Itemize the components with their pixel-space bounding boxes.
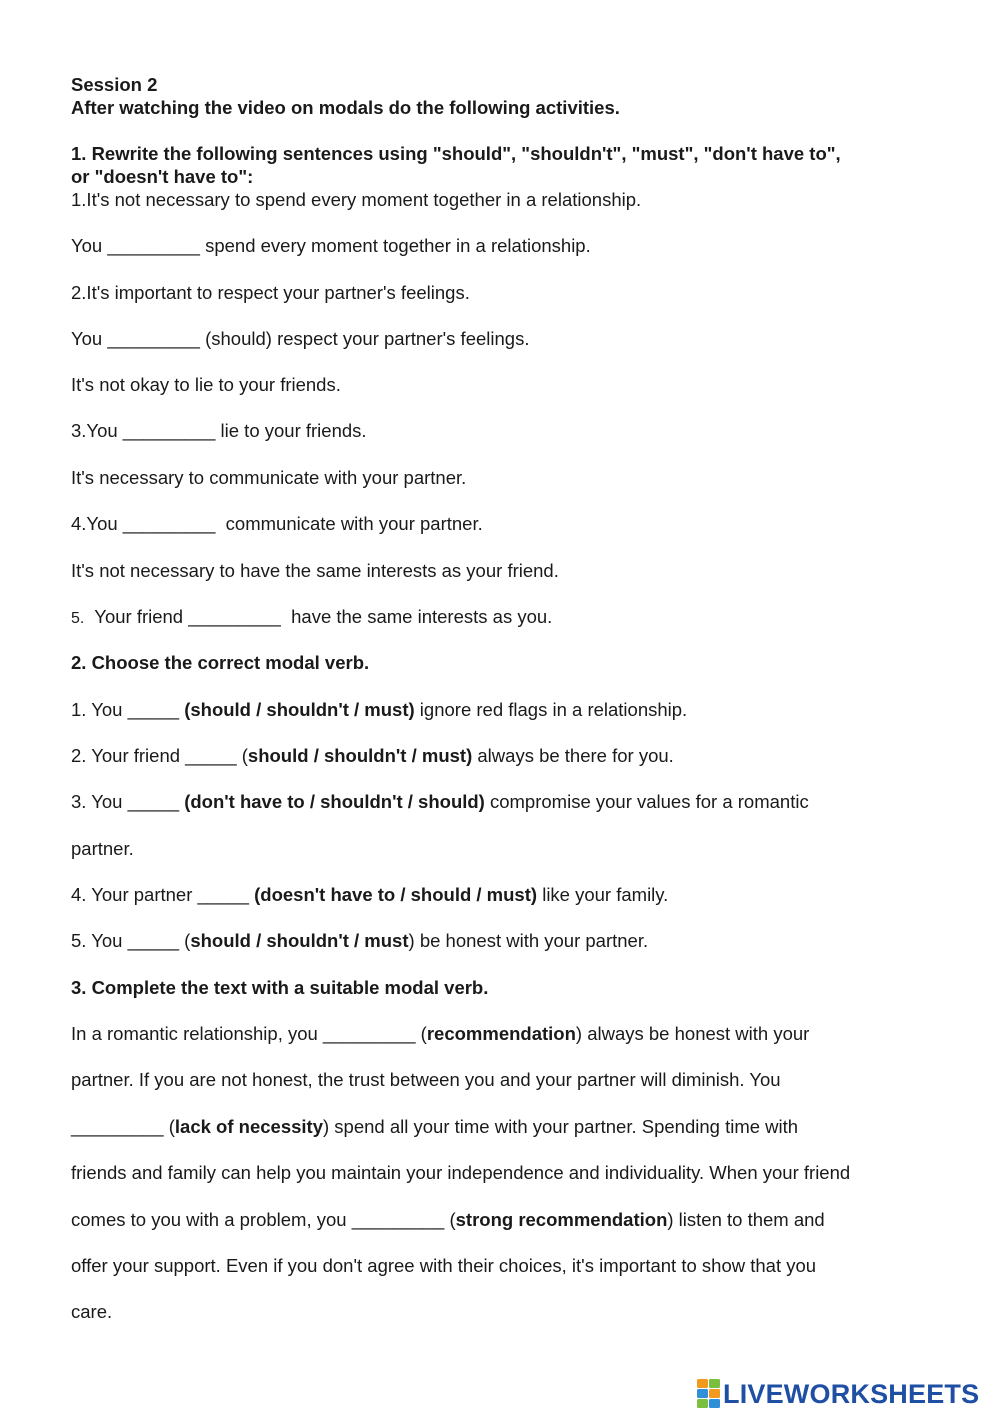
text: ) always be honest with your [575,1023,810,1044]
section1-title-line2: or "doesn't have to": [71,166,254,187]
icon-block-green [709,1379,720,1388]
section1-item5 [71,606,552,630]
item-options: (should / shouldn't / must) [184,699,415,720]
section3-line [71,1023,809,1045]
section3-line [71,1162,850,1184]
section3-line [71,1116,798,1138]
section1-line: It's not necessary to have the same interests as your friend. [71,560,559,581]
item-text: 1. You _____ [71,699,185,720]
hint: recommendation [426,1023,576,1044]
text: In a romantic relationship, you _________ ( [71,1023,427,1044]
section1-line: 1.It's not necessary to spend every moment together in a relationship. [71,189,642,210]
text: partner. If you are not honest, the trust between you and your partner will diminish. You [71,1069,781,1090]
item-text: compromise your values for a romantic [484,791,809,812]
text: offer your support. Even if you don't agree with their choices, it's important to show that you [71,1255,817,1276]
section1-title-line1: 1. Rewrite the following sentences using "should", "shouldn't", "must", "don't have to", [71,143,841,164]
section1-item5-text: Your friend _________ have the same interests as you. [94,606,553,627]
hint: lack of necessity [174,1116,323,1137]
section1-line: You _________ (should) respect your partner's feelings. [71,328,530,349]
text: ) listen to them and [667,1209,825,1230]
hint: strong recommendation [455,1209,668,1230]
item-text: like your family. [537,884,669,905]
section1-line: 3.You _________ lie to your friends. [71,420,367,441]
section2-item [71,745,674,767]
icon-block-blue [709,1399,720,1408]
logo-text: LIVEWORKSHEETS [723,1379,980,1409]
item-options: (don't have to / shouldn't / should) [184,791,485,812]
section1-line: 4.You _________ communicate with your partner. [71,513,483,534]
section2-item [71,838,134,860]
text: ) spend all your time with your partner. Spending time with [323,1116,799,1137]
icon-block-blue [697,1389,708,1398]
item-text: ) be honest with your partner. [408,930,649,951]
text: _________ ( [71,1116,175,1137]
icon-block-green [697,1399,708,1408]
section3-line [71,1255,816,1277]
section1-line: It's necessary to communicate with your partner. [71,467,467,488]
text: friends and family can help you maintain your independence and individuality. When your friend [71,1162,851,1183]
item-text: always be there for you. [472,745,674,766]
item-options: should / shouldn't / must) [247,745,473,766]
item-text: 2. Your friend _____ ( [71,745,248,766]
item-text: 3. You _____ [71,791,185,812]
icon-block-orange [709,1389,720,1398]
item-text: partner. [71,838,134,859]
section2-title: 2. Choose the correct modal verb. [71,652,370,673]
section3-title: 3. Complete the text with a suitable modal verb. [71,977,489,998]
session-title: Session 2 [71,74,158,95]
section3-line [71,1069,781,1091]
item-text: ignore red flags in a relationship. [414,699,688,720]
item-options: (doesn't have to / should / must) [254,884,538,905]
section1-line: You _________ spend every moment together in a relationship. [71,235,591,256]
section3-line [71,1301,112,1323]
section1-item5-number: 5. [71,610,85,627]
item-text: 4. Your partner _____ [71,884,255,905]
liveworksheets-icon [697,1379,721,1409]
liveworksheets-logo[interactable] [697,1377,979,1411]
item-text: 5. You _____ ( [71,930,191,951]
instruction: After watching the video on modals do the following activities. [71,97,620,118]
section1-line: It's not okay to lie to your friends. [71,374,341,395]
section3-line [71,1209,825,1231]
text: comes to you with a problem, you _________ ( [71,1209,456,1230]
section2-item [71,699,687,721]
section2-item [71,791,809,813]
text: care. [71,1301,113,1322]
item-options: should / shouldn't / must [190,930,409,951]
section1-line: 2.It's important to respect your partner's feelings. [71,282,470,303]
section2-item [71,884,668,906]
section2-item [71,930,648,952]
icon-block-orange [697,1379,708,1388]
